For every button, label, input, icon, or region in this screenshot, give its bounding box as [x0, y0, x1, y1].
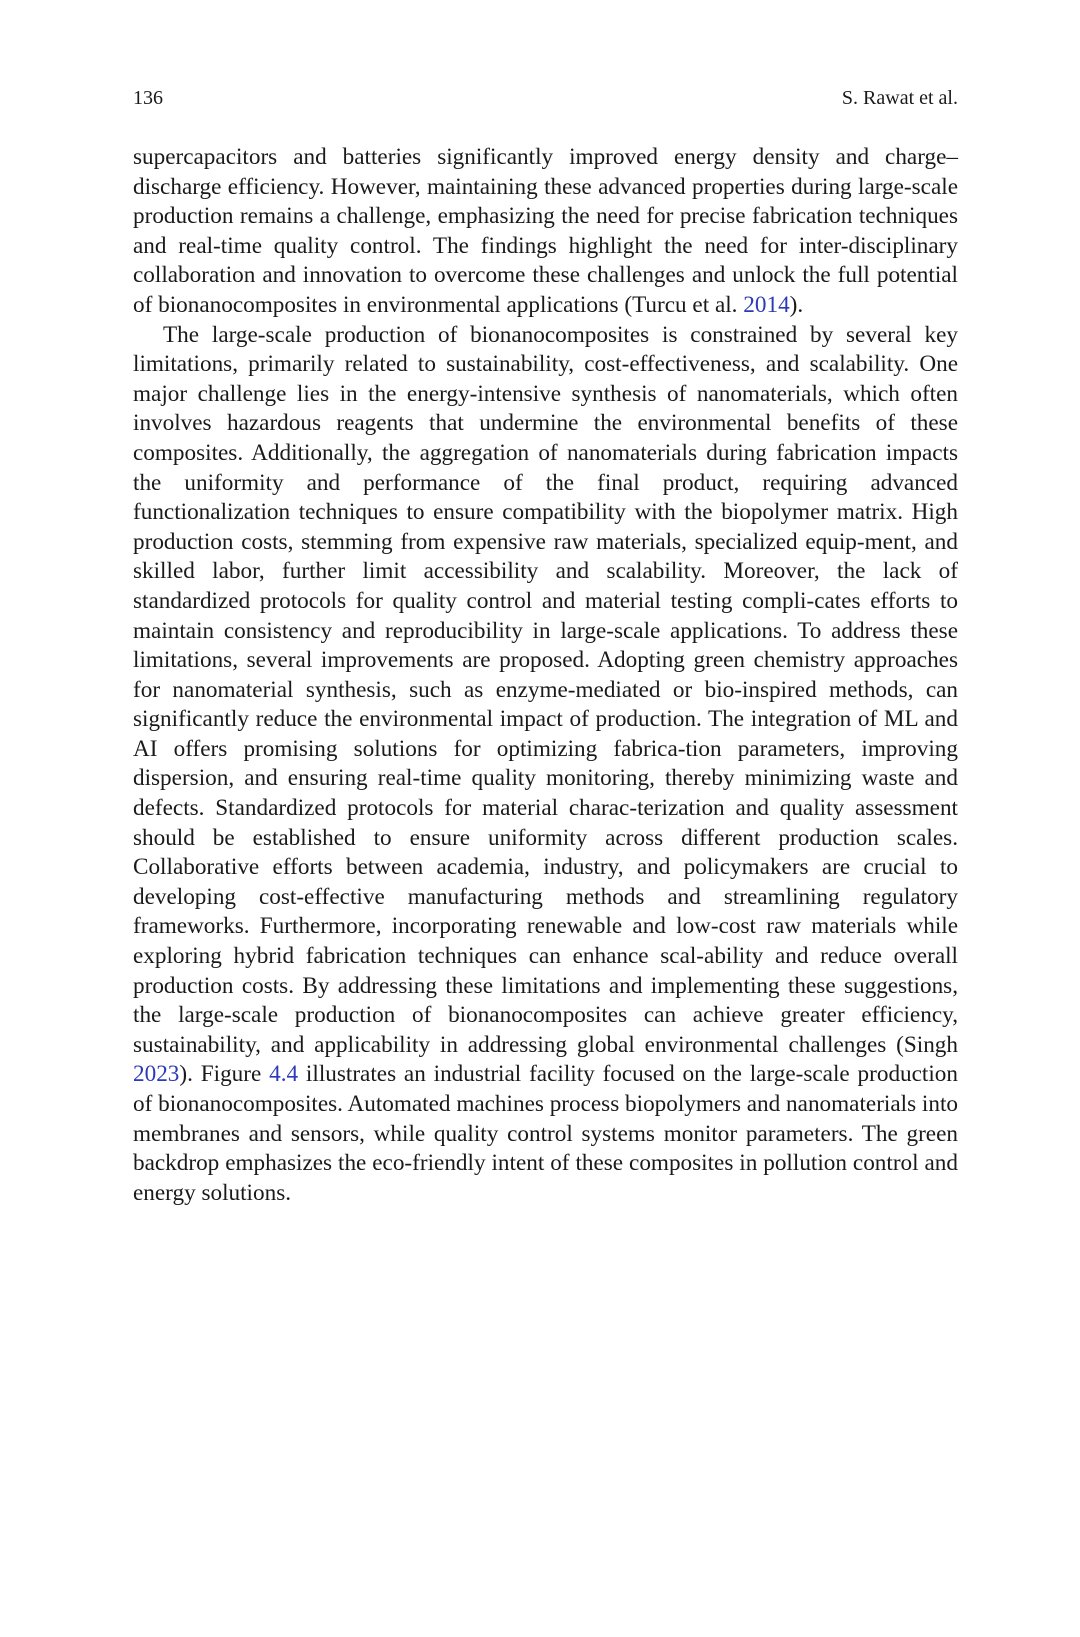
figure-link-4-4[interactable]: 4.4 [269, 1061, 299, 1088]
paragraph-2-text: The large-scale production of bionanocomposites is constrained by several key limitations, primarily related to sustainability, cost-effectiveness, and scalability. One major challenge lies in the energy-intensive synthesis of nanomaterials, which often involves hazardous reagents that undermine the environmental benefits of these composites. Additionally, the aggregation of nanomaterials during fabrication impacts the uniformity and performance of the final product, requiring advanced functionalization techniques to ensure compatibility with the biopolymer matrix. High production costs, stemming from expensive raw materials, specialized equip-ment, and skilled labor, further limit accessibility and scalability. Moreover, the lack of standardized protocols for quality control and material testing compli-cates efforts to maintain consistency and reproducibility in large-scale applications. To address these limitations, several improvements are proposed. Adopting green chemistry approaches for nanomaterial synthesis, such as enzyme-mediated or bio-inspired methods, can significantly reduce the environmental impact of production. The integration of ML and AI offers promising solutions for optimizing fabrica-tion parameters, improving dispersion, and ensuring real-time quality monitoring, thereby minimizing waste and defects. Standardized protocols for material charac-terization and quality assessment should be established to ensure uniformity across different production scales. Collaborative efforts between academia, industry, and policymakers are crucial to developing cost-effective manufacturing methods and streamlining regulatory frameworks. Furthermore, incorporating renewable and low-cost raw materials while exploring hybrid fabrication techniques can enhance scal-ability and reduce overall production costs. By addressing these limitations and implementing these suggestions, the large-scale production of bionanocomposites can achieve greater efficiency, sustainability, and applicability in addressing global environmental challenges (Singh [133, 321, 958, 1058]
paragraph-1 [133, 143, 958, 321]
paragraph-2-text-mid: ). Figure [179, 1061, 270, 1088]
citation-link-singh-2023[interactable]: 2023 [133, 1061, 180, 1088]
paragraph-2-text-end: illustrates an industrial facility focused on the large-scale production of bionanocomposites. Automated machines process biopolymers and nanomaterials into membranes and sensors, while quality control systems monitor parameters. The green backdrop emphasizes the eco-friendly intent of these composites in pollution control and energy solutions. [133, 1061, 958, 1206]
paragraph-1-text-end: ). [789, 291, 804, 318]
paragraph-1-text: supercapacitors and batteries significantly improved energy density and charge–discharge efficiency. However, maintaining these advanced properties during large-scale production remains a challenge, emphasizing the need for precise fabrication techniques and real-time quality control. The findings highlight the need for inter-disciplinary collaboration and innovation to overcome these challenges and unlock the full potential of bionanocomposites in environmental applications (Turcu et al. [133, 144, 958, 318]
body-text [133, 143, 958, 1208]
citation-link-turcu-2014[interactable]: 2014 [743, 291, 790, 318]
running-head [133, 84, 958, 112]
page-number: 136 [133, 87, 163, 109]
running-head-author: S. Rawat et al. [841, 87, 958, 109]
paragraph-2 [133, 321, 958, 1209]
